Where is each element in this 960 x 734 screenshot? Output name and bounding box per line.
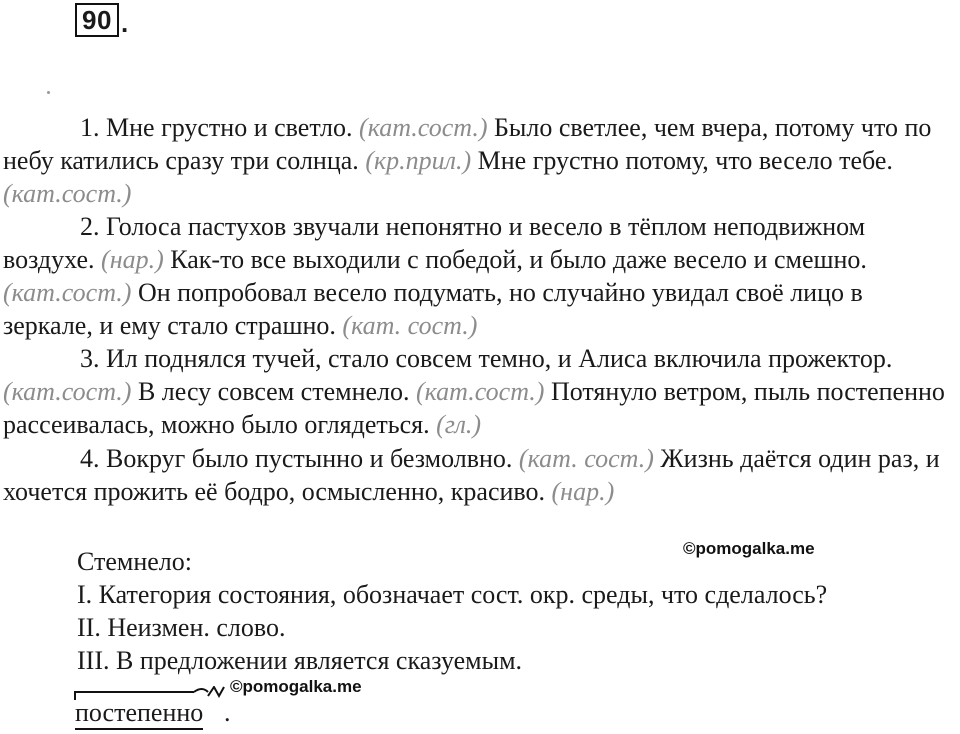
morpheme-dot: . <box>224 698 231 727</box>
part-of-speech-tag: (нар.) <box>101 245 164 274</box>
part-of-speech-tag: (кат.сост.) <box>3 179 132 208</box>
analysis-line-3: III. В предложении является сказуемым. <box>77 646 523 675</box>
part-of-speech-tag: (кат. сост.) <box>342 311 478 340</box>
paragraph-3 <box>3 342 953 441</box>
analysis-line-1: I. Категория состояния, обозначает сост. окр. среды, что сделалось? <box>77 580 828 609</box>
part-of-speech-tag: (гл.) <box>436 410 482 439</box>
part-of-speech-tag: (кр.прил.) <box>365 146 472 175</box>
watermark-1: ©pomogalka.me <box>683 539 815 558</box>
paragraph-1 <box>3 111 953 210</box>
part-of-speech-tag: (нар.) <box>551 477 615 506</box>
sentence-text: Было светлее, чем вчера, потому что по небу катились сразу три солнца. <box>3 113 932 175</box>
suffix-mark <box>208 687 224 696</box>
sentence-text: В лесу совсем стемнело. <box>131 377 416 406</box>
sentence-text: 4. Вокруг было пустынно и безмолвно. <box>80 444 519 473</box>
paragraph-2 <box>3 210 953 342</box>
sentence-text: Жизнь даётся один раз, и хочется прожить её бодро, осмысленно, красиво. <box>3 444 940 506</box>
analysis-heading: Стемнело: <box>77 547 193 576</box>
sentence-text: Он попробовал весело подумать, но случайно увидал своё лицо в зеркале, и ему стало страшно. <box>3 278 863 340</box>
sentence-text: Как-то все выходили с победой, и было даже весело и смешно. <box>163 245 867 274</box>
part-of-speech-tag: (кат.сост.) <box>416 377 545 406</box>
analysis-line-2: II. Неизмен. слово. <box>77 613 286 642</box>
exercise-number-dot: . <box>121 8 129 38</box>
analysis-block <box>77 545 827 677</box>
exercise-number: 90 <box>75 3 119 37</box>
exercise-text <box>3 111 953 508</box>
part-of-speech-tag: (кат.сост.) <box>3 377 132 406</box>
part-of-speech-tag: (кат.сост.) <box>3 278 132 307</box>
paragraph-4 <box>3 442 953 508</box>
watermark-2: ©pomogalka.me <box>230 677 362 696</box>
root-arc <box>194 689 208 692</box>
sentence-text: Потянуло ветром, пыль постепенно рассеивалась, можно было оглядеться. <box>3 377 945 439</box>
sentence-text: Мне грустно потому, что весело тебе. <box>471 146 893 175</box>
print-speck <box>47 91 50 94</box>
part-of-speech-tag: (кат. сост.) <box>518 444 654 473</box>
sentence-text: 3. Ил поднялся тучей, стало совсем темно, и Алиса включила прожектор. <box>80 344 893 373</box>
part-of-speech-tag: (кат.сост.) <box>359 113 488 142</box>
sentence-text: 1. Мне грустно и светло. <box>80 113 360 142</box>
morpheme-word: постепенно <box>75 698 203 730</box>
sentence-text: 2. Голоса пастухов звучали непонятно и весело в тёплом неподвижном воздухе. <box>3 212 866 274</box>
